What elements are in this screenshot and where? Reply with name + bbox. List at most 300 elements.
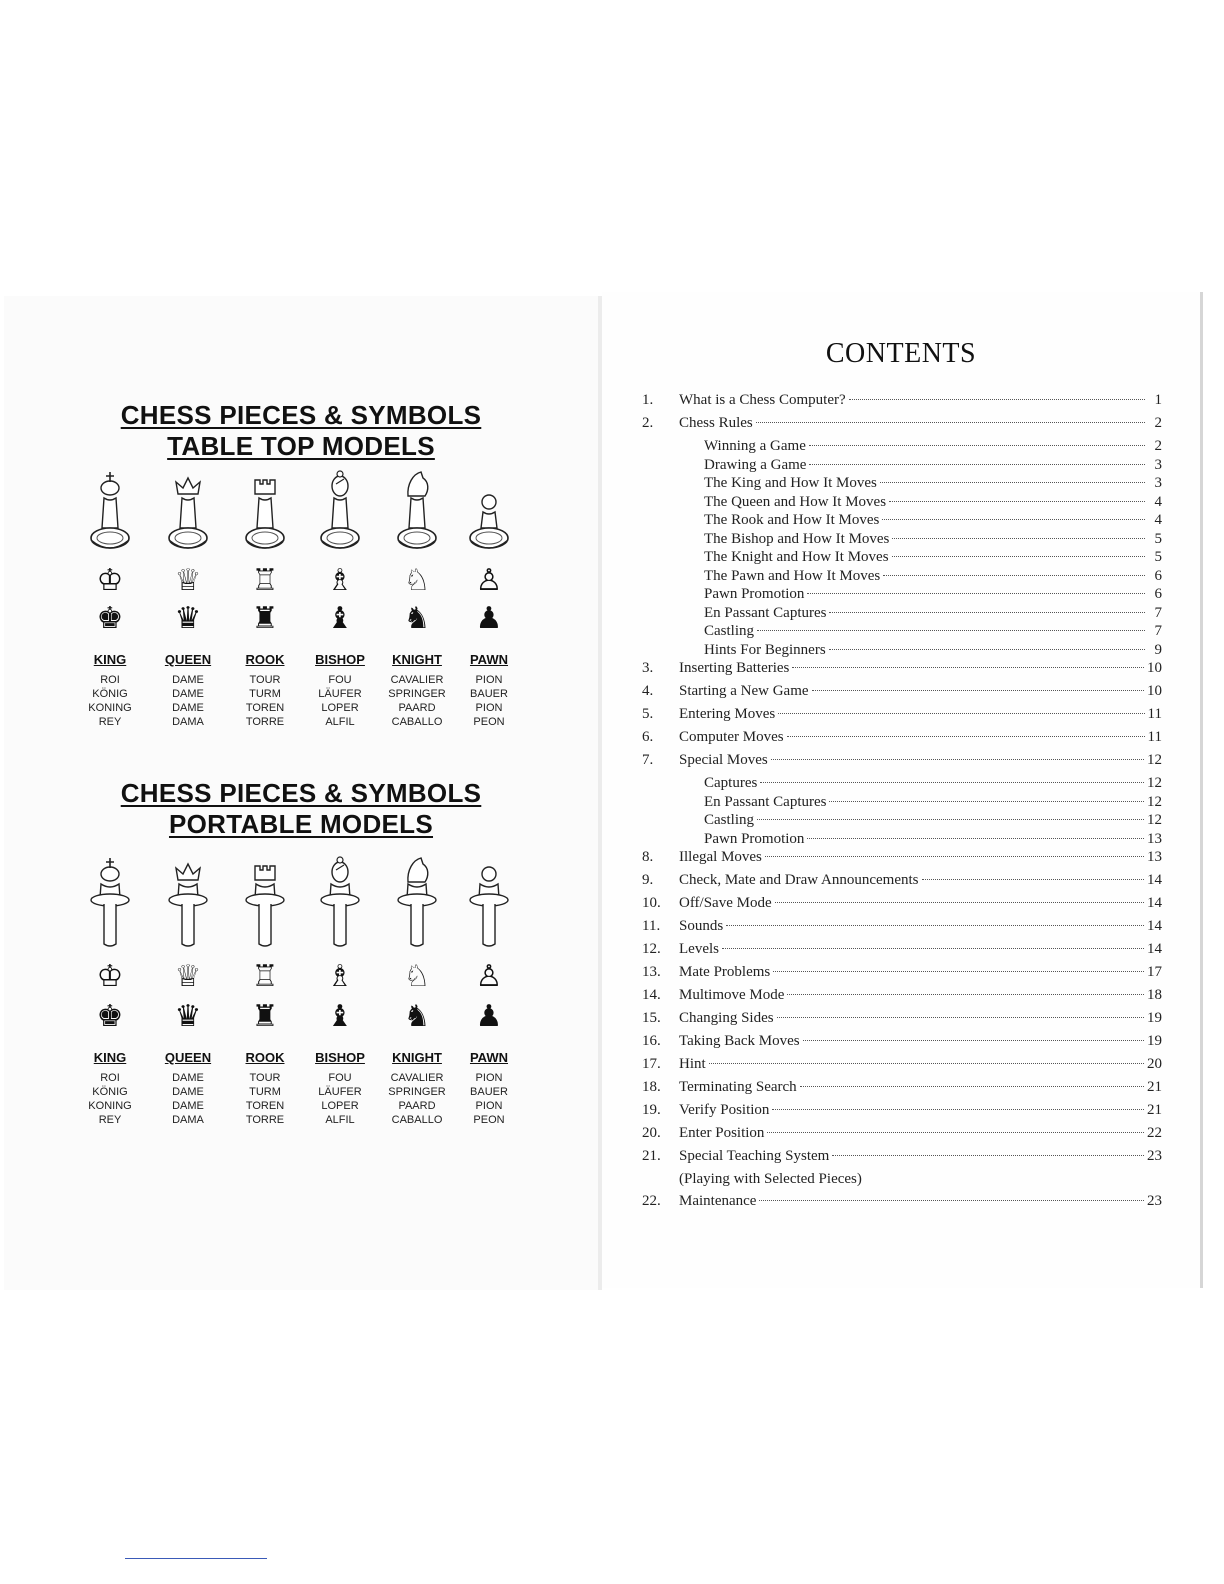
toc-leader-dots (812, 690, 1144, 691)
portable-piece-names (4, 1050, 598, 1130)
piece-name-translation: TOREN (245, 702, 285, 714)
toc-page-number: 23 (1147, 1193, 1162, 1209)
toc-leader-dots (800, 1086, 1144, 1087)
toc-entry (642, 706, 1162, 729)
toc-subentry (642, 775, 1162, 794)
toc-page-number: 5 (1154, 530, 1162, 547)
piece-name-translation: PION (475, 702, 503, 714)
queen-solid-symbol-icon: ♛ (174, 601, 202, 636)
knight-piece-figure (377, 466, 457, 562)
pawn-piece-figure (449, 852, 529, 952)
piece-name-heading: QUEEN (164, 652, 212, 667)
king-solid-symbol-icon: ♚ (96, 601, 124, 636)
toc-page-number: 2 (1154, 438, 1162, 454)
knight-table-top-drawing (395, 466, 439, 562)
piece-name-translation: TORRE (245, 1114, 285, 1126)
piece-name-translation: CAVALIER (390, 674, 444, 686)
piece-name-translation: ROI (100, 1072, 120, 1084)
piece-name-translation: DAME (172, 1100, 204, 1112)
toc-page-number: 14 (1147, 872, 1162, 888)
king-portable-drawing (88, 852, 132, 952)
toc-entry-number: 15. (642, 1010, 661, 1026)
toc-entry-number: 13. (642, 964, 661, 980)
bishop-outline-symbol-icon: ♗ (326, 959, 354, 994)
bishop-piece-figure (300, 466, 380, 562)
toc-entry-number: 1. (642, 392, 654, 408)
toc-leader-dots (829, 612, 1145, 613)
piece-name-heading: PAWN (469, 652, 509, 667)
bishop-solid-symbol-icon: ♝ (326, 999, 354, 1034)
toc-page-number: 3 (1154, 456, 1162, 473)
toc-entry (642, 895, 1162, 918)
queen-outline-symbol-icon: ♕ (174, 563, 202, 598)
piece-name-translation: PEON (473, 716, 505, 728)
toc-entry-title: Check, Mate and Draw Announcements (679, 872, 919, 888)
toc-leader-dots (773, 971, 1144, 972)
toc-subentry (642, 586, 1162, 605)
piece-name-translation: LOPER (321, 702, 359, 714)
pawn-piece-figure (449, 466, 529, 562)
toc-subentry (642, 512, 1162, 531)
toc-entry-title: Illegal Moves (679, 849, 762, 865)
toc-entry-title: En Passant Captures (704, 793, 827, 810)
pawn-outline-symbol-icon: ♙ (475, 959, 503, 994)
toc-entry (642, 964, 1162, 987)
toc-entry-title: Enter Position (679, 1125, 765, 1141)
piece-name-heading: BISHOP (315, 1050, 365, 1065)
toc-leader-dots (832, 1155, 1144, 1156)
piece-name-translation: PEON (473, 1114, 505, 1126)
pawn-solid-symbol-icon: ♟ (475, 601, 503, 636)
toc-entry (642, 1193, 1162, 1216)
table-top-outline-symbols (4, 564, 598, 598)
toc-page-number: 14 (1147, 941, 1162, 957)
knight-solid-symbol-icon: ♞ (403, 999, 431, 1034)
piece-name-translation: DAMA (172, 1114, 204, 1126)
toc-entry-title: Computer Moves (679, 729, 784, 745)
piece-name-heading: KNIGHT (392, 1050, 442, 1065)
toc-entry-title: En Passant Captures (704, 604, 827, 621)
table-top-heading (4, 400, 598, 462)
toc-entry-number: 3. (642, 660, 654, 676)
toc-leader-dots (775, 902, 1144, 903)
toc-leader-dots (889, 501, 1145, 502)
toc-page-number: 12 (1147, 793, 1162, 810)
bishop-outline-symbol-icon: ♗ (326, 563, 354, 598)
toc-page-number: 18 (1147, 987, 1162, 1003)
toc-entry (642, 1033, 1162, 1056)
toc-page-number: 14 (1147, 895, 1162, 911)
pawn-outline-symbol-icon: ♙ (475, 563, 503, 598)
toc-page-number: 10 (1147, 660, 1162, 676)
piece-name-translation: DAME (172, 1086, 204, 1098)
king-table-top-drawing (88, 466, 132, 562)
toc-entry-title: Multimove Mode (679, 987, 785, 1003)
toc-leader-dots (883, 575, 1145, 576)
piece-name-translation: PAARD (398, 702, 436, 714)
toc-entry-title: Levels (679, 941, 719, 957)
toc-subentry (642, 623, 1162, 642)
toc-page-number: 6 (1154, 567, 1162, 584)
piece-name-translation: BAUER (470, 688, 508, 700)
toc-entry (642, 849, 1162, 872)
portable-solid-symbols (4, 1000, 598, 1034)
toc-entry-title: Pawn Promotion (704, 830, 805, 847)
toc-page-number: 20 (1147, 1056, 1162, 1072)
piece-name-translation: ALFIL (325, 716, 355, 728)
piece-name-translation: DAME (172, 702, 204, 714)
piece-name-translation: REY (98, 1114, 122, 1126)
toc-leader-dots (759, 1200, 1144, 1201)
toc-entry (642, 1102, 1162, 1125)
toc-page-number: 7 (1154, 604, 1162, 621)
queen-outline-symbol-icon: ♕ (174, 959, 202, 994)
toc-page-number: 1 (1154, 392, 1162, 408)
piece-name-translation: SPRINGER (388, 688, 446, 700)
piece-name-heading: QUEEN (164, 1050, 212, 1065)
toc-entry-number: 11. (642, 918, 661, 934)
bishop-portable-drawing (318, 852, 362, 952)
toc-entry-title: Mate Problems (679, 964, 771, 980)
toc-page-number: 3 (1154, 475, 1162, 491)
toc-entry-continuation: (Playing with Selected Pieces) (679, 1171, 862, 1187)
toc-entry-number: 7. (642, 752, 654, 768)
toc-leader-dots (809, 464, 1145, 465)
toc-entry (642, 415, 1162, 438)
piece-name-translation: ROI (100, 674, 120, 686)
toc-entry (642, 660, 1162, 683)
king-piece-figure (70, 852, 150, 952)
toc-page-number: 4 (1154, 512, 1162, 528)
queen-piece-figure (148, 466, 228, 562)
king-outline-symbol-icon: ♔ (96, 959, 124, 994)
toc-leader-dots (722, 948, 1144, 949)
piece-name-translation: PAARD (398, 1100, 436, 1112)
toc-entry-number: 14. (642, 987, 661, 1003)
piece-name-translation: SPRINGER (388, 1086, 446, 1098)
toc-leader-dots (803, 1040, 1144, 1041)
toc-subentry (642, 531, 1162, 550)
toc-entry-number: 2. (642, 415, 654, 431)
toc-entry-title: Maintenance (679, 1193, 757, 1209)
toc-page-number: 9 (1154, 641, 1162, 658)
bishop-solid-symbol-icon: ♝ (326, 601, 354, 636)
toc-page-number: 14 (1147, 918, 1162, 934)
toc-entry-title: The Knight and How It Moves (704, 549, 889, 565)
toc-page-number: 13 (1147, 830, 1162, 847)
toc-page-number: 12 (1147, 775, 1162, 791)
toc-page-number: 6 (1154, 586, 1162, 602)
bishop-piece-figure (300, 852, 380, 952)
queen-table-top-drawing (166, 466, 210, 562)
piece-name-heading: ROOK (245, 1050, 285, 1065)
toc-entry-number: 5. (642, 706, 654, 722)
toc-entry-title: Special Teaching System (679, 1148, 830, 1164)
piece-name-translation: DAME (172, 688, 204, 700)
toc-entry-title: Winning a Game (704, 438, 806, 454)
toc-entry (642, 752, 1162, 775)
toc-page-number: 21 (1147, 1079, 1162, 1095)
toc-entry-title: Special Moves (679, 752, 768, 768)
toc-entry-title: The Bishop and How It Moves (704, 530, 890, 547)
toc-entry-title: Taking Back Moves (679, 1033, 800, 1049)
king-solid-symbol-icon: ♚ (96, 999, 124, 1034)
toc-entry (642, 1056, 1162, 1079)
table-top-heading-line-1: CHESS PIECES & SYMBOLS (120, 400, 482, 430)
toc-leader-dots (892, 556, 1145, 557)
piece-name-translation: CABALLO (391, 1114, 443, 1126)
piece-name-heading: PAWN (469, 1050, 509, 1065)
toc-leader-dots (787, 994, 1144, 995)
toc-leader-dots (922, 879, 1144, 880)
toc-leader-dots (792, 667, 1144, 668)
toc-entry-title: Starting a New Game (679, 683, 809, 699)
piece-name-heading: ROOK (245, 652, 285, 667)
toc-entry-title: Entering Moves (679, 706, 776, 722)
toc-entry (642, 941, 1162, 964)
piece-name-translation: ALFIL (325, 1114, 355, 1126)
toc-leader-dots (787, 736, 1145, 737)
rook-portable-drawing (243, 852, 287, 952)
toc-page-number: 11 (1147, 729, 1162, 745)
rook-piece-figure (225, 466, 305, 562)
rook-solid-symbol-icon: ♜ (251, 999, 279, 1034)
toc-entry (642, 1079, 1162, 1102)
toc-subentry (642, 642, 1162, 661)
toc-leader-dots (892, 538, 1145, 539)
piece-name-translation: KONING (88, 1100, 132, 1112)
knight-solid-symbol-icon: ♞ (403, 601, 431, 636)
toc-entry-number: 18. (642, 1079, 661, 1095)
toc-entry-title: The King and How It Moves (704, 475, 877, 491)
knight-outline-symbol-icon: ♘ (403, 563, 431, 598)
rook-outline-symbol-icon: ♖ (251, 959, 279, 994)
pawn-solid-symbol-icon: ♟ (475, 999, 503, 1034)
toc-entry (642, 729, 1162, 752)
king-outline-symbol-icon: ♔ (96, 563, 124, 598)
toc-entry-number: 6. (642, 729, 654, 745)
portable-outline-symbols (4, 960, 598, 994)
toc-subentry (642, 812, 1162, 831)
toc-page-number: 12 (1147, 752, 1162, 768)
piece-name-translation: TOUR (249, 674, 281, 686)
toc-entry-title: Inserting Batteries (679, 660, 790, 676)
toc-subentry (642, 831, 1162, 850)
toc-entry-number: 12. (642, 941, 661, 957)
table-top-heading-line-2: TABLE TOP MODELS (167, 431, 435, 461)
piece-name-translation: LÄUFER (318, 1086, 362, 1098)
piece-name-translation: KÖNIG (92, 1086, 128, 1098)
toc-entry-number: 21. (642, 1148, 661, 1164)
toc-leader-dots (767, 1132, 1144, 1133)
piece-name-heading: KING (93, 652, 127, 667)
knight-outline-symbol-icon: ♘ (403, 959, 431, 994)
toc-page-number: 13 (1147, 849, 1162, 865)
toc-page-number: 22 (1147, 1125, 1162, 1141)
piece-name-translation: REY (98, 716, 122, 728)
toc-entry-title: Sounds (679, 918, 724, 934)
toc-entry-title: Pawn Promotion (704, 586, 805, 602)
toc-leader-dots (778, 713, 1144, 714)
toc-entry (642, 872, 1162, 895)
toc-page-number: 19 (1147, 1033, 1162, 1049)
toc-entry-title: The Rook and How It Moves (704, 512, 880, 528)
toc-entry-number: 20. (642, 1125, 661, 1141)
piece-name-translation: PION (475, 1100, 503, 1112)
piece-name-heading: KING (93, 1050, 127, 1065)
scan-edge-line (125, 1558, 267, 1559)
table-top-piece-drawings (4, 466, 598, 566)
toc-page-number: 17 (1147, 964, 1162, 980)
toc-entry-title: The Pawn and How It Moves (704, 567, 881, 584)
portable-heading-line-1: CHESS PIECES & SYMBOLS (120, 778, 482, 808)
king-piece-figure (70, 466, 150, 562)
portable-heading (4, 778, 598, 840)
toc-leader-dots (777, 1017, 1144, 1018)
toc-entry-title: Drawing a Game (704, 456, 807, 473)
toc-entry-number: 10. (642, 895, 661, 911)
left-page (4, 296, 598, 1290)
toc-entry-number: 19. (642, 1102, 661, 1118)
toc-leader-dots (829, 649, 1145, 650)
piece-name-translation: CABALLO (391, 716, 443, 728)
knight-portable-drawing (395, 852, 439, 952)
toc-subentry (642, 568, 1162, 587)
toc-entry-title: Chess Rules (679, 415, 753, 431)
toc-leader-dots (726, 925, 1144, 926)
toc-leader-dots (709, 1063, 1144, 1064)
toc-entry-title: What is a Chess Computer? (679, 392, 846, 408)
piece-name-translation: DAME (172, 674, 204, 686)
toc-page-number: 23 (1147, 1148, 1162, 1164)
toc-entry-title: Hints For Beginners (704, 641, 826, 658)
rook-piece-figure (225, 852, 305, 952)
toc-subentry (642, 494, 1162, 513)
toc-leader-dots (765, 856, 1144, 857)
toc-entry-number: 17. (642, 1056, 661, 1072)
toc-entry-title: Terminating Search (679, 1079, 797, 1095)
toc-entry-title: Castling (704, 812, 755, 828)
piece-name-translation: KÖNIG (92, 688, 128, 700)
toc-entry-number: 16. (642, 1033, 661, 1049)
toc-entry-number: 8. (642, 849, 654, 865)
pawn-portable-drawing (467, 852, 511, 952)
piece-name-translation: DAMA (172, 716, 204, 728)
toc-entry (642, 683, 1162, 706)
toc-subentry (642, 438, 1162, 457)
toc-page-number: 5 (1154, 549, 1162, 565)
rook-table-top-drawing (243, 466, 287, 562)
right-page (602, 292, 1203, 1288)
toc-leader-dots (757, 630, 1145, 631)
pawn-table-top-drawing (467, 466, 511, 562)
piece-name-translation: TURM (249, 688, 281, 700)
piece-name-translation: TOUR (249, 1072, 281, 1084)
toc-entry-title: Hint (679, 1056, 706, 1072)
piece-name-translation: CAVALIER (390, 1072, 444, 1084)
piece-name-translation: KONING (88, 702, 132, 714)
toc-leader-dots (756, 422, 1145, 423)
table-top-piece-names (4, 652, 598, 732)
toc-leader-dots (809, 445, 1145, 446)
toc-page-number: 12 (1147, 812, 1162, 828)
toc-entry-title: The Queen and How It Moves (704, 493, 887, 510)
toc-entry-number: 9. (642, 872, 654, 888)
toc-leader-dots (882, 519, 1145, 520)
toc-entry-title: Changing Sides (679, 1010, 774, 1026)
piece-name-heading: BISHOP (315, 652, 365, 667)
toc-entry (642, 1125, 1162, 1148)
toc-entry (642, 918, 1162, 941)
toc-leader-dots (757, 819, 1144, 820)
piece-name-translation: TORRE (245, 716, 285, 728)
toc-leader-dots (880, 482, 1145, 483)
toc-page-number: 4 (1154, 493, 1162, 510)
piece-name-translation: FOU (328, 1072, 352, 1084)
piece-name-translation: FOU (328, 674, 352, 686)
piece-name-translation: BAUER (470, 1086, 508, 1098)
toc-subentry (642, 605, 1162, 624)
piece-name-translation: LÄUFER (318, 688, 362, 700)
toc-subentry (642, 475, 1162, 494)
toc-page-number: 21 (1147, 1102, 1162, 1118)
table-of-contents (642, 392, 1162, 1216)
toc-page-number: 19 (1147, 1010, 1162, 1026)
table-top-solid-symbols (4, 602, 598, 636)
toc-entry-number: 22. (642, 1193, 661, 1209)
toc-page-number: 10 (1147, 683, 1162, 699)
toc-entry-title: Verify Position (679, 1102, 770, 1118)
piece-name-translation: LOPER (321, 1100, 359, 1112)
queen-portable-drawing (166, 852, 210, 952)
toc-page-number: 11 (1147, 706, 1162, 722)
toc-entry-number: 4. (642, 683, 654, 699)
toc-leader-dots (772, 1109, 1144, 1110)
toc-leader-dots (849, 399, 1145, 400)
contents-title: CONTENTS (825, 338, 977, 369)
queen-solid-symbol-icon: ♛ (174, 999, 202, 1034)
toc-subentry (642, 549, 1162, 568)
bishop-table-top-drawing (318, 466, 362, 562)
toc-subentry (642, 794, 1162, 813)
piece-name-translation: TURM (249, 1086, 281, 1098)
toc-leader-dots (829, 801, 1144, 802)
piece-name-translation: PION (475, 674, 503, 686)
table-top-pawn-names (439, 652, 539, 729)
toc-entry (642, 987, 1162, 1010)
rook-solid-symbol-icon: ♜ (251, 601, 279, 636)
toc-leader-dots (807, 838, 1144, 839)
toc-leader-dots (760, 782, 1144, 783)
queen-piece-figure (148, 852, 228, 952)
toc-subentry (642, 457, 1162, 476)
piece-name-translation: DAME (172, 1072, 204, 1084)
toc-entry (642, 1010, 1162, 1033)
portable-pawn-names (439, 1050, 539, 1127)
portable-heading-line-2: PORTABLE MODELS (168, 809, 434, 839)
toc-leader-dots (771, 759, 1144, 760)
toc-entry (642, 392, 1162, 415)
toc-entry-title: Castling (704, 623, 755, 639)
toc-page-number: 7 (1154, 623, 1162, 639)
piece-name-translation: TOREN (245, 1100, 285, 1112)
knight-piece-figure (377, 852, 457, 952)
toc-entry (642, 1148, 1162, 1171)
toc-entry-title: Captures (704, 775, 758, 791)
portable-piece-drawings (4, 852, 598, 952)
rook-outline-symbol-icon: ♖ (251, 563, 279, 598)
piece-name-heading: KNIGHT (392, 652, 442, 667)
